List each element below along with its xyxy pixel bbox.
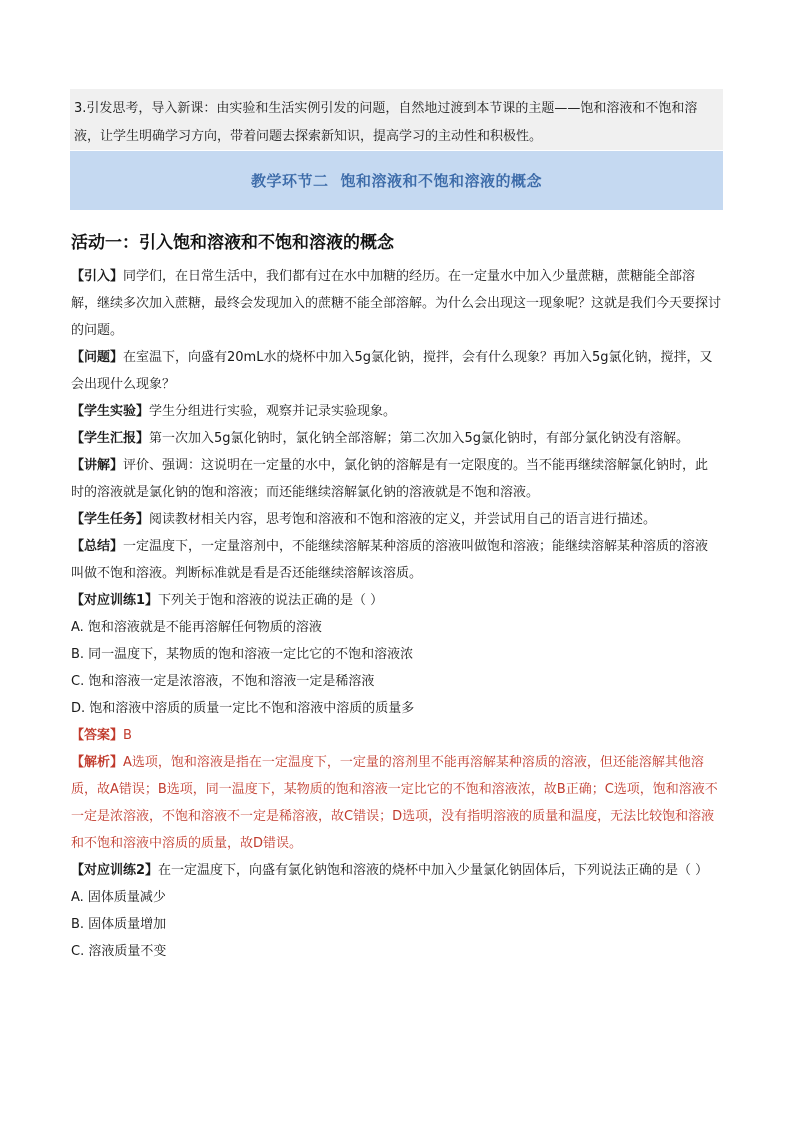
section-label: 教学环节二 — [250, 172, 329, 190]
exercise1-option-c: C. 饱和溶液一定是浓溶液，不饱和溶液一定是稀溶液 — [71, 674, 375, 689]
content-body — [71, 263, 721, 965]
intro-note-box — [70, 89, 723, 150]
tag-label: 【讲解】 — [71, 458, 124, 473]
exercise2-option-c: C. 溶液质量不变 — [71, 944, 167, 959]
paragraph-report — [71, 425, 721, 452]
tag-label: 【总结】 — [71, 539, 124, 554]
exercise2-option-b: B. 固体质量增加 — [71, 917, 167, 932]
exercise1-answer — [71, 722, 721, 749]
paragraph-question — [71, 344, 721, 398]
exercise2-question — [71, 857, 721, 884]
tag-label: 【问题】 — [71, 350, 124, 365]
exercise1-option-b: B. 同一温度下，某物质的饱和溶液一定比它的不饱和溶液浓 — [71, 647, 414, 662]
paragraph-text: 同学们，在日常生活中，我们都有过在水中加糖的经历。在一定量水中加入少量蔗糖，蔗糖能全部溶解，继续多次加入蔗糖，最终会发现加入的蔗糖不能全部溶解。为什么会出现这一现象呢？这就是我们今天要探讨的问题。 — [71, 269, 722, 338]
section-title: 饱和溶液和不饱和溶液的概念 — [340, 172, 543, 190]
paragraph-task — [71, 506, 721, 533]
question-text: 下列关于饱和溶液的说法正确的是（ ） — [158, 593, 384, 608]
exercise2-option-a: A. 固体质量减少 — [71, 890, 166, 905]
paragraph-text: 阅读教材相关内容，思考饱和溶液和不饱和溶液的定义，并尝试用自己的语言进行描述。 — [149, 512, 657, 527]
tag-label: 【答案】 — [71, 728, 124, 743]
paragraph-text: 一定温度下，一定量溶剂中，不能继续溶解某种溶质的溶液叫做饱和溶液；能继续溶解某种溶质的溶液叫做不饱和溶液。判断标准就是看是否还能继续溶解该溶质。 — [71, 539, 709, 581]
paragraph-text: 第一次加入5g氯化钠时，氯化钠全部溶解；第二次加入5g氯化钠时，有部分氯化钠没有溶解。 — [149, 431, 690, 446]
paragraph-text: 在室温下，向盛有20mL水的烧杯中加入5g氯化钠，搅拌，会有什么现象？再加入5g氯化钠，搅拌，又会出现什么现象？ — [71, 350, 713, 392]
tag-label: 【引入】 — [71, 269, 124, 284]
section-header — [70, 151, 723, 210]
paragraph-intro — [71, 263, 721, 344]
intro-text: 3.引发思考，导入新课：由实验和生活实例引发的问题，自然地过渡到本节课的主题——饱和溶液和不饱和溶液，让学生明确学习方向，带着问题去探索新知识，提高学习的主动性和积极性。 — [74, 101, 698, 144]
tag-label: 【对应训练1】 — [71, 593, 159, 608]
exercise1-question — [71, 587, 721, 614]
exercise1-option-a: A. 饱和溶液就是不能再溶解任何物质的溶液 — [71, 620, 322, 635]
paragraph-text: 学生分组进行实验，观察并记录实验现象。 — [149, 404, 397, 419]
tag-label: 【学生汇报】 — [71, 431, 150, 446]
activity-title: 活动一：引入饱和溶液和不饱和溶液的概念 — [71, 233, 394, 253]
paragraph-text: 评价、强调：这说明在一定量的水中，氯化钠的溶解是有一定限度的。当不能再继续溶解氯化钠时，此时的溶液就是氯化钠的饱和溶液；而还能继续溶解氯化钠的溶液就是不饱和溶液。 — [71, 458, 709, 500]
question-text: 在一定温度下，向盛有氯化钠饱和溶液的烧杯中加入少量氯化钠固体后，下列说法正确的是（ ） — [158, 863, 709, 878]
answer-text: B — [123, 728, 132, 743]
exercise1-option-d: D. 饱和溶液中溶质的质量一定比不饱和溶液中溶质的质量多 — [71, 701, 415, 716]
paragraph-explanation — [71, 452, 721, 506]
exercise1-analysis — [71, 749, 721, 857]
paragraph-experiment — [71, 398, 721, 425]
tag-label: 【学生实验】 — [71, 404, 150, 419]
paragraph-summary — [71, 533, 721, 587]
analysis-text: A选项，饱和溶液是指在一定温度下，一定量的溶剂里不能再溶解某种溶质的溶液，但还能溶解其他溶质，故A错误；B选项，同一温度下，某物质的饱和溶液一定比它的不饱和溶液浓，故B正确；C选项，饱和溶液不一定是浓溶液，不饱和溶液不一定是稀溶液，故C错误；D选项，没有指明溶液的质量和温度，无法比较饱和溶液和不饱和溶液中溶质的质量，故D错误。 — [71, 755, 718, 851]
tag-label: 【解析】 — [71, 755, 124, 770]
tag-label: 【学生任务】 — [71, 512, 150, 527]
tag-label: 【对应训练2】 — [71, 863, 159, 878]
